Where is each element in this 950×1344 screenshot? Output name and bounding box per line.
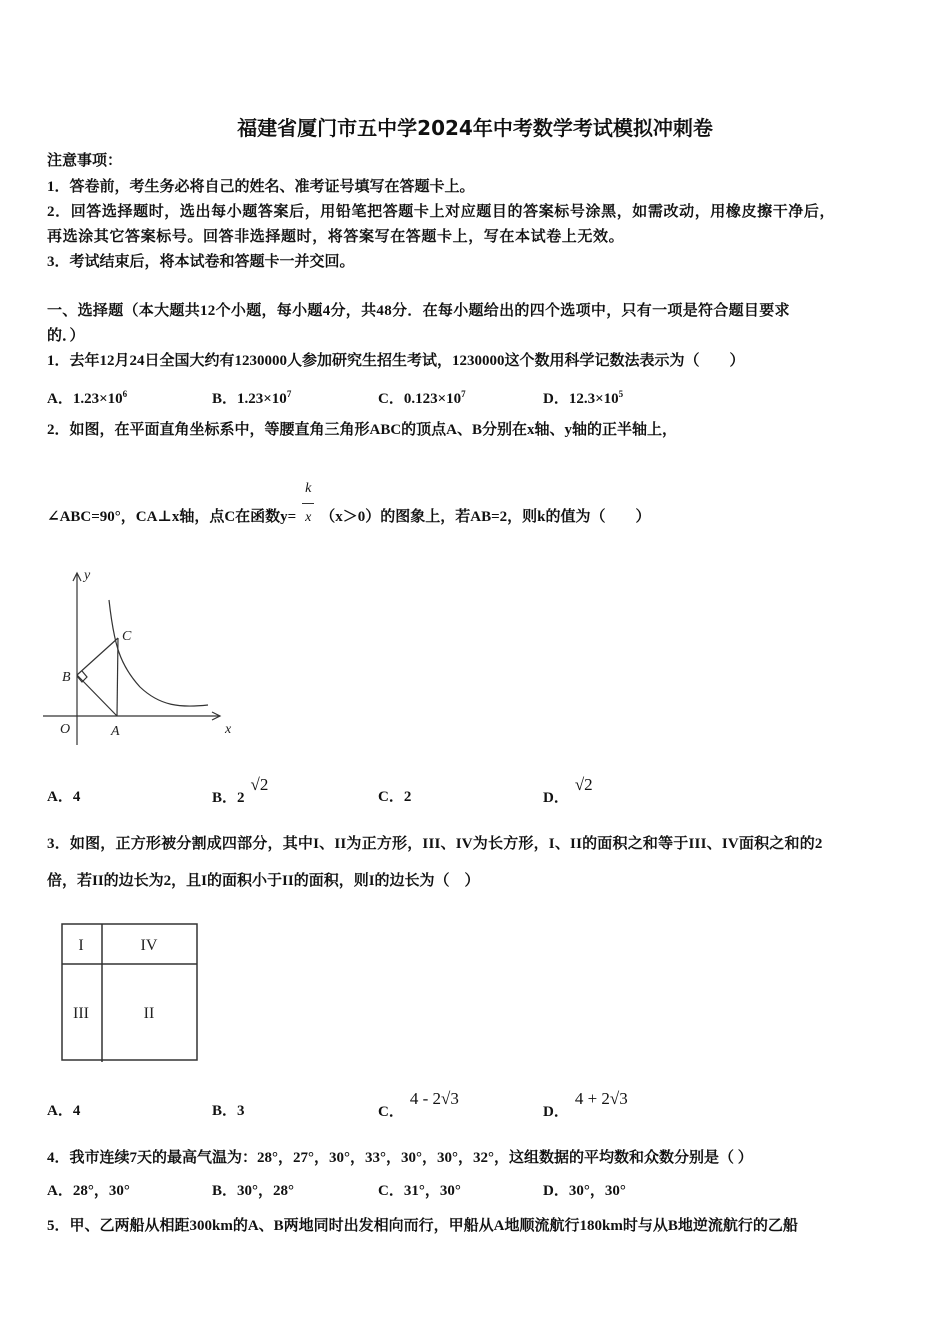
q2-option-d: D．√2 — [543, 775, 593, 806]
q4-option-a: A．28°，30° — [47, 1183, 130, 1199]
notice-item: 3．考试结束后，将本试卷和答题卡一并交回。 — [47, 254, 355, 270]
q2-option-b-math: √2 — [250, 775, 269, 794]
q1-option-d: D．$12.3\times 10^5$ — [543, 389, 624, 407]
page-title: 福建省厦门市五中学2024年中考数学考试模拟冲刺卷 — [237, 116, 713, 140]
region-iii-label: III — [73, 1005, 89, 1022]
region-i-label: I — [78, 937, 84, 954]
q1-option-c: C．$0.123\times 10^7$ — [378, 389, 466, 407]
q4-option-c: C．31°，30° — [378, 1183, 461, 1199]
coordinate-figure — [40, 565, 250, 750]
question-3-cont: 倍，若II的边长为2，且I的面积小于II的面积，则I的边长为（ ） — [47, 873, 480, 889]
fraction-numerator: k — [305, 481, 312, 496]
section-heading-cont: 的．） — [47, 328, 85, 344]
q4-option-b: B．30°，28° — [212, 1183, 295, 1199]
q4-option-d: D．30°，30° — [543, 1183, 626, 1199]
q1-option-b: B．$1.23\times 10^7$ — [212, 389, 292, 407]
notice-item: 1．答卷前，考生务必将自己的姓名、准考证号填写在答题卡上。 — [47, 179, 475, 195]
q2-option-c: C．2 — [378, 789, 412, 805]
axis-label-x: x — [225, 722, 232, 737]
point-a-label: A — [111, 724, 120, 739]
fraction — [300, 481, 316, 527]
square-figure — [58, 920, 203, 1065]
region-ii-label: II — [143, 1005, 155, 1022]
notice-heading: 注意事项： — [47, 153, 123, 169]
notice-item: 再选涂其它答案标号。回答非选择题时，将答案写在答题卡上，写在本试卷上无效。 — [47, 229, 625, 245]
question-4: 4．我市连续7天的最高气温为：28°，27°，30°，33°，30°，30°，32°，这组数据的平均数和众数分别是（ ） — [47, 1150, 753, 1166]
axis-label-y: y — [84, 568, 91, 583]
q3-option-d: D．4 + 2√3 — [543, 1089, 628, 1120]
question-2-cont: ∠ABC=90°，CA⊥x轴，点C在函数y= $\frac{k}{x} (x>0)$的图象上，若AB=2，则k的值为（ ） — [47, 481, 651, 525]
origin-label: O — [60, 722, 71, 737]
q3-option-d-math: 4 + 2√3 — [574, 1089, 628, 1108]
question-1: 1．去年12月24日全国大约有1230000人参加研究生招生考试，1230000这个数用科学记数法表示为（ ） — [47, 353, 745, 369]
q2-option-a: A．4 — [47, 789, 81, 805]
q2-option-d-math: √2 — [574, 775, 593, 794]
notice-item: 2．回答选择题时，选出每小题答案后，用铅笔把答题卡上对应题目的答案标号涂黑，如需改动，用橡皮擦干净后， — [47, 204, 836, 220]
question-5: 5．甲、乙两船从相距300km的A、B两地同时出发相向而行，甲船从A地顺流航行180km时与从B地逆流航行的乙船 — [47, 1218, 798, 1234]
q3-option-a: A．4 — [47, 1103, 81, 1119]
q2-option-b: B．2√2 — [212, 775, 269, 806]
question-3: 3．如图，正方形被分割成四部分，其中I、II为正方形，III、IV为长方形，I、II的面积之和等于III、IV面积之和的2 — [47, 836, 823, 852]
point-b-label: B — [62, 670, 71, 685]
section-heading: 一、选择题（本大题共12个小题，每小题4分，共48分．在每小题给出的四个选项中，只有一项是符合题目要求 — [47, 303, 790, 319]
fraction-bar — [302, 503, 314, 504]
question-2: 2．如图，在平面直角坐标系中，等腰直角三角形ABC的顶点A、B分别在x轴、y轴的正半轴上， — [47, 422, 678, 438]
region-iv-label: IV — [140, 937, 158, 954]
fraction-denominator: x — [305, 510, 312, 525]
q1-option-a: A．$1.23\times 10^6$ — [47, 389, 128, 407]
q3-option-c: C．4 - 2√3 — [378, 1089, 459, 1120]
point-c-label: C — [122, 629, 132, 644]
q3-option-c-math: 4 - 2√3 — [409, 1089, 459, 1108]
q3-option-b: B．3 — [212, 1103, 245, 1119]
